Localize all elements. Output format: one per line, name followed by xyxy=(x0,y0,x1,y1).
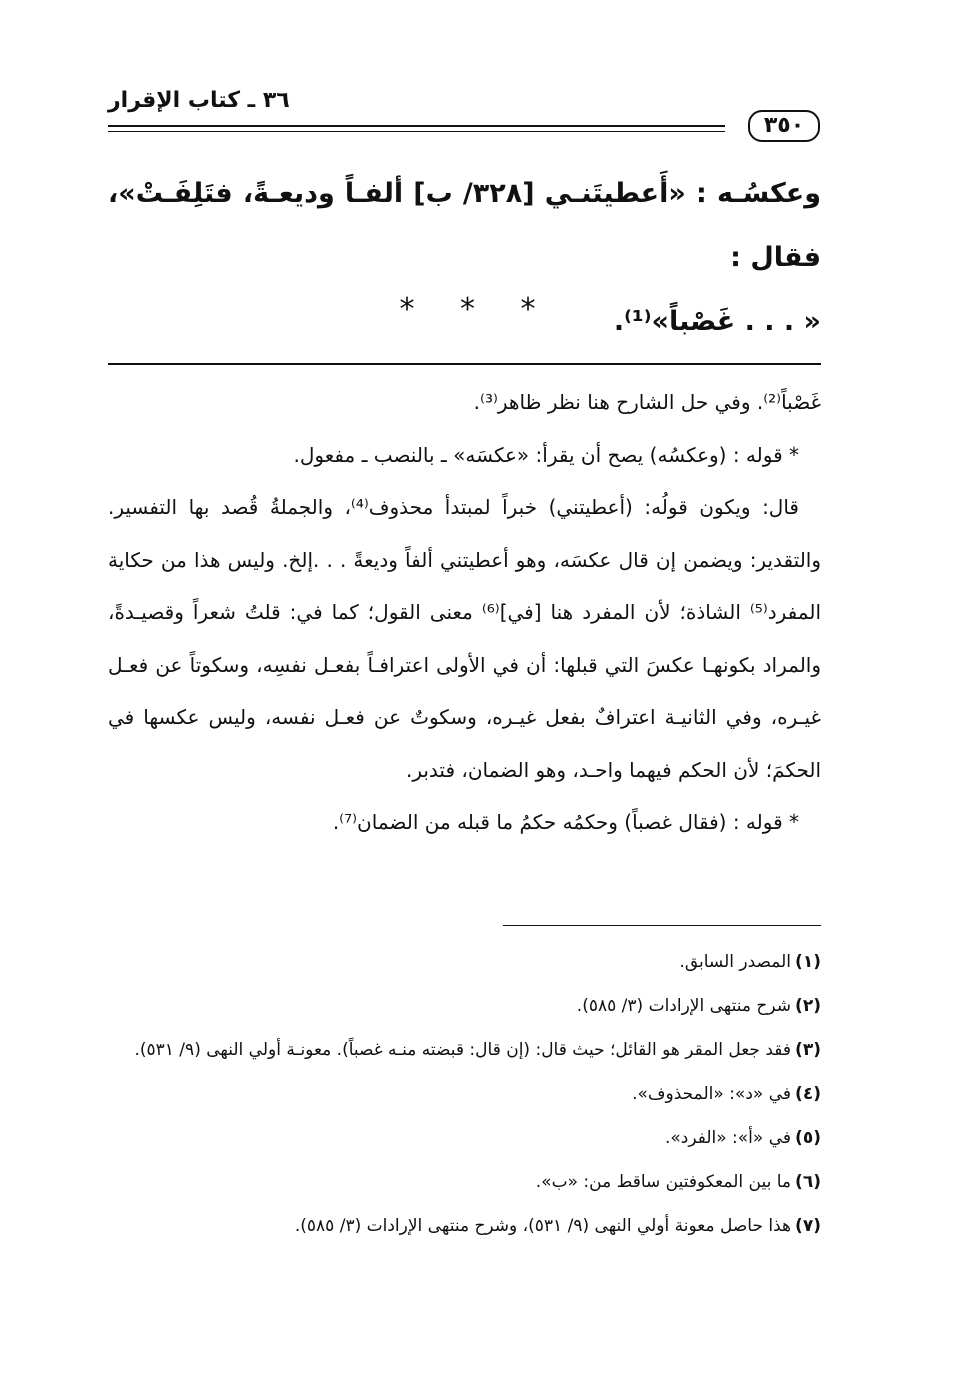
footnote-number: (٤) xyxy=(795,1084,821,1104)
footnote-text: ما بين المعكوفتين ساقط من: «ب». xyxy=(535,1172,791,1192)
footnote-number: (١) xyxy=(795,952,821,972)
footnote xyxy=(108,1204,821,1248)
page-number: ٣٥٠ xyxy=(748,110,820,142)
footnote-text: هذا حاصل معونة أولي النهى (٩/ ٥٣١)، وشرح منتهى الإرادات (٣/ ٥٨٥). xyxy=(294,1216,791,1236)
footnote xyxy=(108,1028,821,1072)
commentary-paragraph: * قوله : (فقال غصباً) وحكمُه حكمُ ما قبله من الضمان⁽⁷⁾. xyxy=(332,810,799,834)
footnote xyxy=(108,940,821,984)
footnote-number: (٦) xyxy=(795,1172,821,1192)
footnotes xyxy=(108,940,821,1248)
chapter-title: ٣٦ ـ كتاب الإقرار xyxy=(108,88,290,113)
commentary-paragraph: قال: ويكون قولُه: (أعطيتني) خبراً لمبتدأ محذوف⁽⁴⁾، والجملةُ قُصد بها التفسير. والتقدير: ويضمن إن قال عكسَه، وهو أعطيتني ألفاً وديعةً . . .إلخ. وليس هذا من حكاية المفرد⁽⁵⁾ الشاذة؛ لأن المفرد هنا [في]⁽⁶⁾ معنى القول؛ كما في: قلتُ شعراً وقصيـدةً، والمراد بكونهـا عكسَ التي قبلها: أن في الأولى اعترافـاً بفعـل نفسِه، وسكوتاً عن فعـل غيـره، وفي الثانيـة اعترافٌ بفعل غيـره، وسكوتٌ عن فعـل نفسه، وليس عكسها في الحكمَ؛ لأن الحكم فيهما واحـد، وهو الضمان، فتدبر. xyxy=(108,495,821,782)
footnote-text: في «أ»: «الفرد». xyxy=(664,1128,791,1148)
footnote-text: فقد جعل المقر هو القائل؛ حيث قال: (إن قال: قبضته منـه غصباً). معونـة أولي النهى (٩/ ٥٣١). xyxy=(134,1040,791,1060)
header-rule-thin xyxy=(108,131,725,132)
footnote-number: (٧) xyxy=(795,1216,821,1236)
footnote-text: المصدر السابق. xyxy=(679,952,791,972)
commentary-paragraph: * قوله : (وعكسُه) يصح أن يقرأ: «عكسَه» ـ بالنصب ـ مفعول. xyxy=(293,442,799,467)
footnote xyxy=(108,1072,821,1116)
footnote-number: (٣) xyxy=(795,1040,821,1060)
main-text-line-1: وعكسُـه : «أَعطيتَنـي [٣٢٨/ ب] ألفـاً وديعـةً، فتَلِفَـتْ»، فقال : xyxy=(108,178,821,273)
footnote xyxy=(108,1116,821,1160)
footnote-text: شرح منتهى الإرادات (٣/ ٥٨٥). xyxy=(576,996,791,1016)
footnote-rule xyxy=(503,925,821,926)
footnote-number: (٢) xyxy=(795,996,821,1016)
footnote-text: في «د»: «المحذوف». xyxy=(632,1084,791,1104)
commentary-paragraph: غَصْباً⁽²⁾. وفي حل الشارح هنا نظر ظاهر⁽³⁾. xyxy=(473,390,821,414)
commentary-divider xyxy=(108,363,821,365)
main-text-line-2: « . . . غَصْباً»⁽¹⁾. xyxy=(613,306,821,337)
footnote xyxy=(108,984,821,1028)
header-rule xyxy=(108,125,725,127)
commentary xyxy=(108,376,821,849)
footnote xyxy=(108,1160,821,1204)
section-separator: * * * xyxy=(399,292,554,327)
footnote-number: (٥) xyxy=(795,1128,821,1148)
